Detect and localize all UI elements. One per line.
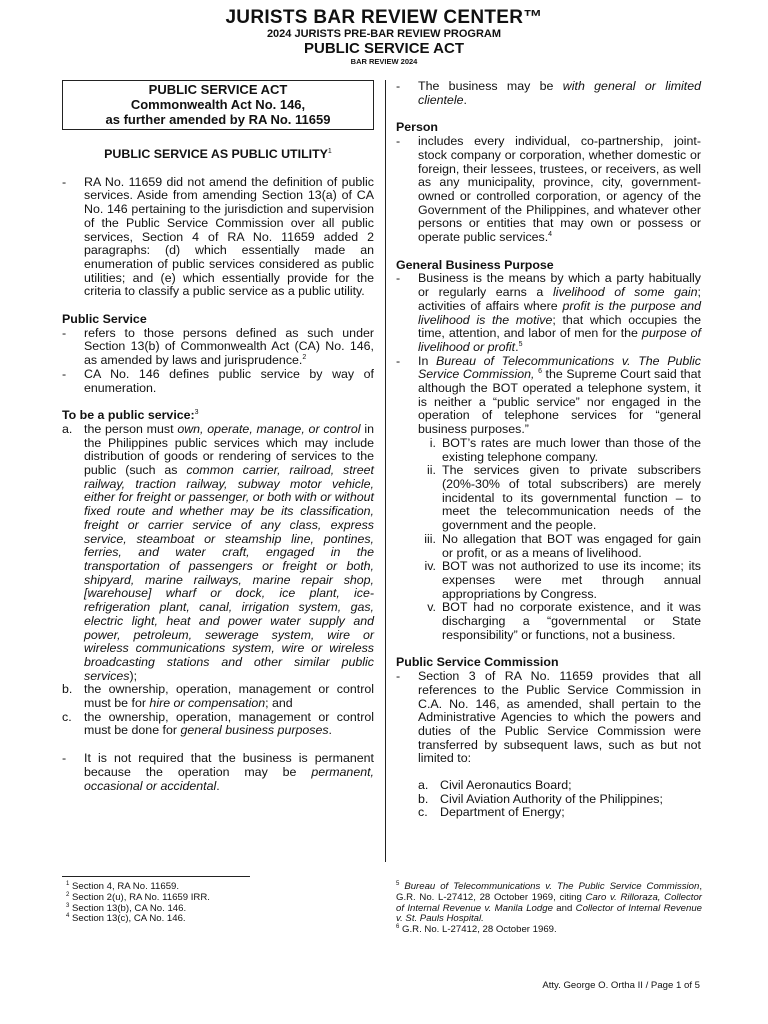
requirement-a: a. the person must own, operate, manage, or control in the Philippines public services which may include distribution of goods or rendering of services to the public (such as common carrier, railroad, street railway, traction railway, subway motor vehicle, either for freight or passenger, or both with or without fixed route and whether may be its classification, freight or carrier service of any class, express service, steamboat or steamship line, pontines, ferries, and water craft, engaged in the transportation of passengers or freight or both, shipyard, marine railways, marine repair shop, [warehouse] wharf or dock, ice plant, ice-refrigeration plant, canal, irrigation system, gas, electric light, heat and power water supply and power, petroleum, sewerage system, wire or wireless communications system, wire or wireless broadcasting stations and other similar public services); bbox=[62, 421, 374, 683]
footnote-text: Section 13(c), CA No. 146. bbox=[69, 913, 186, 925]
req-a-end: ); bbox=[129, 668, 138, 683]
gbp-end: . bbox=[515, 339, 519, 354]
req-c-end: . bbox=[328, 723, 332, 738]
footnote bbox=[66, 914, 366, 925]
footnote-number: 2 bbox=[66, 891, 70, 898]
reason-text: The services given to private subscribers (20%-30% of total subscribers) are merely incidental to its governmental function – to meet the telecommunication needs of the government and the people. bbox=[442, 463, 701, 533]
bot-part: In bbox=[418, 353, 437, 368]
footnote-ref: 6 bbox=[538, 368, 542, 376]
title-box-line-2: Commonwealth Act No. 146, bbox=[130, 97, 306, 112]
column-divider bbox=[385, 80, 386, 862]
footnotes-right bbox=[396, 882, 702, 936]
section-heading-text: PUBLIC SERVICE AS PUBLIC UTILITY bbox=[104, 147, 328, 161]
footnote-text: Section 4, RA No. 11659. bbox=[69, 881, 180, 892]
gbp-part: Business is the means by which a party habitually or regularly earns a bbox=[418, 271, 701, 300]
public-service-title: Public Service bbox=[62, 312, 147, 327]
footnotes-left bbox=[66, 882, 366, 925]
agency-item bbox=[396, 779, 701, 793]
agency-text: Civil Aeronautics Board; bbox=[440, 778, 572, 793]
reason-item bbox=[418, 601, 701, 642]
requirement-b: b. the ownership, operation, management or control must be for hire or compensation; and bbox=[62, 682, 374, 711]
footnote-ref: 5 bbox=[518, 340, 523, 348]
public-service-text-2: CA No. 146 defines public service by way of enumeration. bbox=[84, 366, 374, 395]
note-italic: permanent, occasional or accidental bbox=[84, 764, 374, 793]
title-box-line-3: as further amended by RA No. 11659 bbox=[105, 112, 331, 127]
req-b-end: ; and bbox=[265, 696, 293, 711]
req-b-part: the ownership, operation, management or control must be for bbox=[84, 682, 374, 711]
req-a-italic: own, operate, manage, or control bbox=[177, 421, 361, 436]
footnote-case: Caro v. Rilloraza, Collector of Internal Revenue v. Manila Lodge bbox=[396, 891, 702, 914]
req-c-part: the ownership, operation, management or control must be done for bbox=[84, 709, 374, 738]
req-a-part: the person must bbox=[84, 421, 178, 436]
footnote-5 bbox=[396, 882, 702, 925]
title-box bbox=[62, 80, 374, 130]
clientele-note: - The business may be with general or limited clientele. bbox=[396, 79, 701, 107]
agency-marker: a. bbox=[418, 778, 429, 793]
person-text: includes every individual, co-partnership, joint-stock company or corporation, whether domestic or foreign, their lessees, trustees, or receivers, as well as any municipality, province, city, government-owned or controlled corporation, or agency of the Government of the Philippines, and whatever other persons or entities that may own or possess or operate public services. bbox=[418, 134, 701, 245]
gbp-part: ; activities of affairs where bbox=[418, 285, 701, 313]
footnote-rule bbox=[62, 876, 250, 877]
psc-definition: - Section 3 of RA No. 11659 provides that all references to the Public Service Commission in C.A. No. 146, as amended, shall pertain to the Administrative Agencies to which the powers and duties of the Public Service Commission were transferred by subsequent laws, such as but not limited to: bbox=[396, 669, 701, 766]
reason-marker: v. bbox=[427, 600, 436, 615]
footnote-number: 3 bbox=[66, 902, 70, 909]
note-part: It is not required that the business is permanent because the operation may be bbox=[84, 751, 374, 779]
note-end: . bbox=[216, 778, 220, 793]
public-service-text-1: refers to those persons defined as such under Section 13(b) of Commonwealth Act (CA) No. 146, as amended by laws and jurisprudence. bbox=[84, 325, 374, 368]
subject-title: PUBLIC SERVICE ACT bbox=[303, 40, 465, 58]
bot-case-name: Bureau of Telecommunications v. The Public Service Commission, bbox=[418, 353, 701, 382]
org-name: JURISTS BAR REVIEW CENTER™ bbox=[225, 7, 543, 28]
reason-item bbox=[418, 533, 701, 560]
requirement-c: c. the ownership, operation, management or control must be done for general business purposes. bbox=[62, 709, 374, 738]
footnote-ref: 1 bbox=[327, 147, 332, 155]
reason-marker: iv. bbox=[424, 559, 436, 574]
business-definition: - Business is the means by which a party habitually or regularly earns a livelihood of some gain; activities of affairs where profit is the purpose and livelihood is the motive; that which occupies the time, attention, and labor of men for the purpose of livelihood or profit.$^5$ bbox=[396, 271, 701, 354]
left-column bbox=[62, 80, 374, 793]
footnote-number: 6 bbox=[396, 924, 400, 930]
to-be-public-service-title bbox=[62, 409, 374, 423]
req-a-part: in the Philippines public services which may include distribution of goods or rendering of services to the public (such as bbox=[84, 421, 374, 478]
right-column bbox=[396, 80, 701, 820]
footnote-case: Bureau of Telecommunications v. The Public Service Commission bbox=[399, 881, 700, 892]
footnote-number: 4 bbox=[66, 913, 70, 920]
footnote-ref: 3 bbox=[194, 409, 199, 417]
footnote-text: and bbox=[552, 902, 576, 914]
req-a-list: common carrier, railroad, street railway, traction railway, subway motor vehicle, either for freight or passenger, or both with or without fixed route and whether may be its classification, freight or carrier service of any class, express service, steamboat or steamship line, pontines, ferries, and water craft, engaged in the transportation of passengers or freight or both, shipyard, marine railways, marine repair shop, [warehouse] wharf or dock, ice plant, ice-refrigeration plant, canal, irrigation system, gas, electric light, heat and power water supply and power, petroleum, sewerage system, wire or wireless communications system, wire or wireless broadcasting stations and other similar public services bbox=[84, 463, 374, 683]
footnote-number: 5 bbox=[396, 880, 400, 887]
title-box-line-1: PUBLIC SERVICE ACT bbox=[148, 82, 288, 97]
public-service-item-1: - refers to those persons defined as such under Section 13(b) of Commonwealth Act (CA) No. 146, as amended by laws and jurisprudence.$^2$ bbox=[62, 325, 374, 368]
footnote-6 bbox=[396, 925, 702, 936]
footnote-text: Section 13(b), CA No. 146. bbox=[69, 902, 187, 914]
general-business-purpose-title: General Business Purpose bbox=[396, 257, 554, 272]
gbp-italic: livelihood of some gain bbox=[552, 285, 698, 300]
reason-marker: ii. bbox=[427, 463, 436, 478]
gbp-italic: purpose of livelihood or profit bbox=[418, 326, 701, 354]
reason-item bbox=[418, 560, 701, 601]
gbp-italic: profit is the purpose and livelihood is the motive bbox=[418, 298, 701, 327]
footnote-case: Collector of Internal Revenue v. St. Pauls Hospital. bbox=[396, 902, 702, 925]
person-title: Person bbox=[396, 120, 439, 135]
agency-marker: c. bbox=[418, 805, 428, 820]
reason-item bbox=[418, 437, 701, 464]
to-be-title-text: To be a public service: bbox=[62, 408, 195, 423]
reason-marker: i. bbox=[429, 435, 436, 450]
clientele-part: The business may be bbox=[418, 79, 563, 93]
clientele-italic: with general or limited clientele bbox=[418, 79, 701, 107]
intro-paragraph: - RA No. 11659 did not amend the definition of public services. Aside from amending Section 13(a) of CA No. 146 pertaining to the jurisdiction and supervision of the Public Service Commission over all public services, Section 4 of RA No. 11659 added 2 paragraphs: (d) which essentially made an enumeration of public services considered as public utilities; and (e) which essentially provide for the criteria to classify a public service as a public utility. bbox=[62, 174, 374, 299]
permanence-note: - It is not required that the business is permanent because the operation may be permanent, occasional or accidental. bbox=[62, 751, 374, 793]
page-footer: Atty. George O. Ortha II / Page 1 of 5 bbox=[542, 980, 700, 991]
reason-marker: iii. bbox=[424, 531, 436, 546]
agency-item bbox=[396, 806, 701, 820]
person-definition: - includes every individual, co-partnership, joint-stock company or corporation, whether domestic or foreign, their lessees, trustees, or receivers, as well as any municipality, province, city, government-owned or controlled corporation, or agency of the Government of the Philippines, and whatever other persons or entities that may own or possess or operate public services.$^4$ bbox=[396, 134, 701, 245]
section-heading-public-utility bbox=[62, 148, 374, 162]
reason-item bbox=[418, 464, 701, 533]
agency-text: Civil Aviation Authority of the Philippines; bbox=[440, 791, 663, 806]
footnote-text: , G.R. No. L-27412, 28 October 1969, citing bbox=[396, 881, 702, 903]
req-c-italic: general business purposes bbox=[180, 723, 329, 738]
footnote-text: Section 2(u), RA No. 11659 IRR. bbox=[69, 891, 210, 903]
gbp-part: ; that which occupies the time, attention, and labor of men for the bbox=[418, 312, 701, 341]
reason-text: BOT was not authorized to use its income; its expenses were met through annual appropriations by Congress. bbox=[442, 559, 701, 601]
reason-text: No allegation that BOT was engaged for gain or profit, or as a means of livelihood. bbox=[442, 531, 701, 560]
footnote-text: G.R. No. L-27412, 28 October 1969. bbox=[399, 924, 557, 936]
footnote-ref: 2 bbox=[302, 354, 307, 362]
req-b-italic: hire or compensation bbox=[149, 696, 266, 711]
bot-case: - In Bureau of Telecommunications v. The Public Service Commission, $^6$ the Supreme Court said that although the BOT operated a telephone system, it is neither a “public service” nor engaged in the operation of telephone services for “general business purposes.” bbox=[396, 353, 701, 437]
reason-text: BOT had no corporate existence, and it was discharging a “governmental or State responsibility” or functions, not a business. bbox=[442, 600, 701, 642]
intro-text: RA No. 11659 did not amend the definition of public services. Aside from amending Section 13(a) of CA No. 146 pertaining to the jurisdiction and supervision of the Public Service Commission over all public services, Section 4 of RA No. 11659 added 2 paragraphs: (d) which essentially made an enumeration of public services considered as public utilities; and (e) which essentially provide for the criteria to classify a public service as a public utility. bbox=[84, 174, 374, 299]
agency-marker: b. bbox=[418, 791, 429, 806]
clientele-end: . bbox=[463, 92, 467, 107]
psc-title: Public Service Commission bbox=[396, 655, 559, 670]
agency-item bbox=[396, 793, 701, 807]
psc-text: Section 3 of RA No. 11659 provides that all references to the Public Service Commission in C.A. No. 146, as amended, shall pertain to the Administrative Agencies to which the powers and duties of the Public Service Commission were transferred by subsequent laws, such as but not limited to: bbox=[418, 669, 701, 766]
agency-text: Department of Energy; bbox=[440, 805, 565, 820]
reason-text: BOT’s rates are much lower than those of the existing telephone company. bbox=[442, 435, 701, 464]
public-service-item-2: - CA No. 146 defines public service by way of enumeration. bbox=[62, 366, 374, 395]
document-header bbox=[0, 8, 768, 66]
edition-label: BAR REVIEW 2024 bbox=[350, 57, 418, 67]
bot-part: the Supreme Court said that although the BOT operated a telephone system, it is neither a “public service” nor engaged in the operation of telephone services for “general business purposes.” bbox=[418, 367, 701, 437]
footnote-number: 1 bbox=[66, 880, 70, 887]
footnote-ref: 4 bbox=[548, 230, 553, 238]
program-name: 2024 JURISTS PRE-BAR REVIEW PROGRAM bbox=[266, 27, 502, 40]
